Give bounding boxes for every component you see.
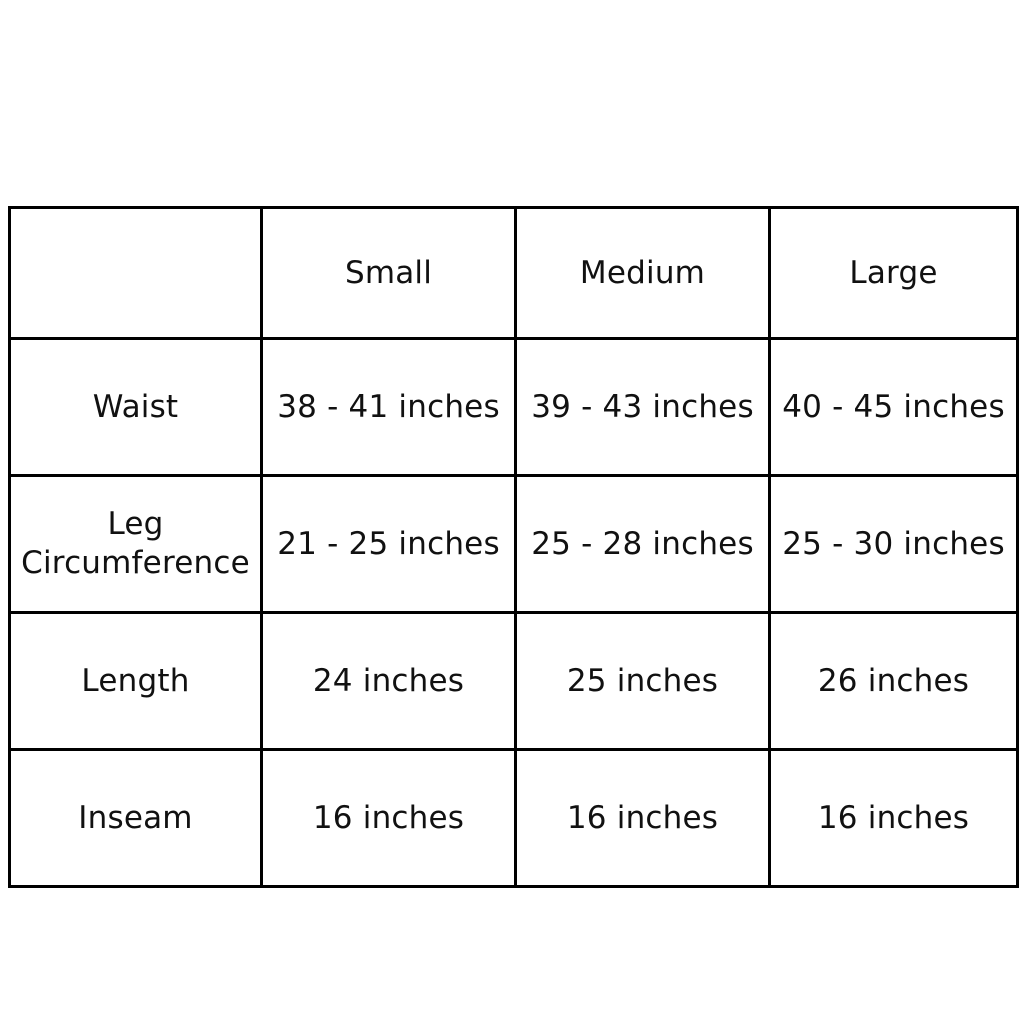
row-header-length: Length	[10, 613, 262, 750]
table-row	[10, 476, 1018, 613]
row-header-line2: Circumference	[21, 545, 250, 581]
table-row	[10, 613, 1018, 750]
row-header-inseam: Inseam	[10, 750, 262, 887]
column-header-small: Small	[262, 208, 516, 339]
cell-inseam-small: 16 inches	[262, 750, 516, 887]
table-row	[10, 750, 1018, 887]
size-chart-table	[8, 206, 1019, 888]
table-corner-cell	[10, 208, 262, 339]
cell-length-large: 26 inches	[770, 613, 1018, 750]
size-chart-container	[8, 206, 1016, 888]
cell-leg-circumference-large: 25 - 30 inches	[770, 476, 1018, 613]
cell-waist-medium: 39 - 43 inches	[516, 339, 770, 476]
cell-length-medium: 25 inches	[516, 613, 770, 750]
cell-inseam-large: 16 inches	[770, 750, 1018, 887]
column-header-medium: Medium	[516, 208, 770, 339]
row-header-line1: Leg	[107, 506, 164, 543]
cell-inseam-medium: 16 inches	[516, 750, 770, 887]
column-header-large: Large	[770, 208, 1018, 339]
table-header-row	[10, 208, 1018, 339]
cell-waist-large: 40 - 45 inches	[770, 339, 1018, 476]
row-header-leg-circumference	[10, 476, 262, 613]
cell-waist-small: 38 - 41 inches	[262, 339, 516, 476]
row-header-waist: Waist	[10, 339, 262, 476]
cell-length-small: 24 inches	[262, 613, 516, 750]
cell-leg-circumference-medium: 25 - 28 inches	[516, 476, 770, 613]
cell-leg-circumference-small: 21 - 25 inches	[262, 476, 516, 613]
table-row	[10, 339, 1018, 476]
